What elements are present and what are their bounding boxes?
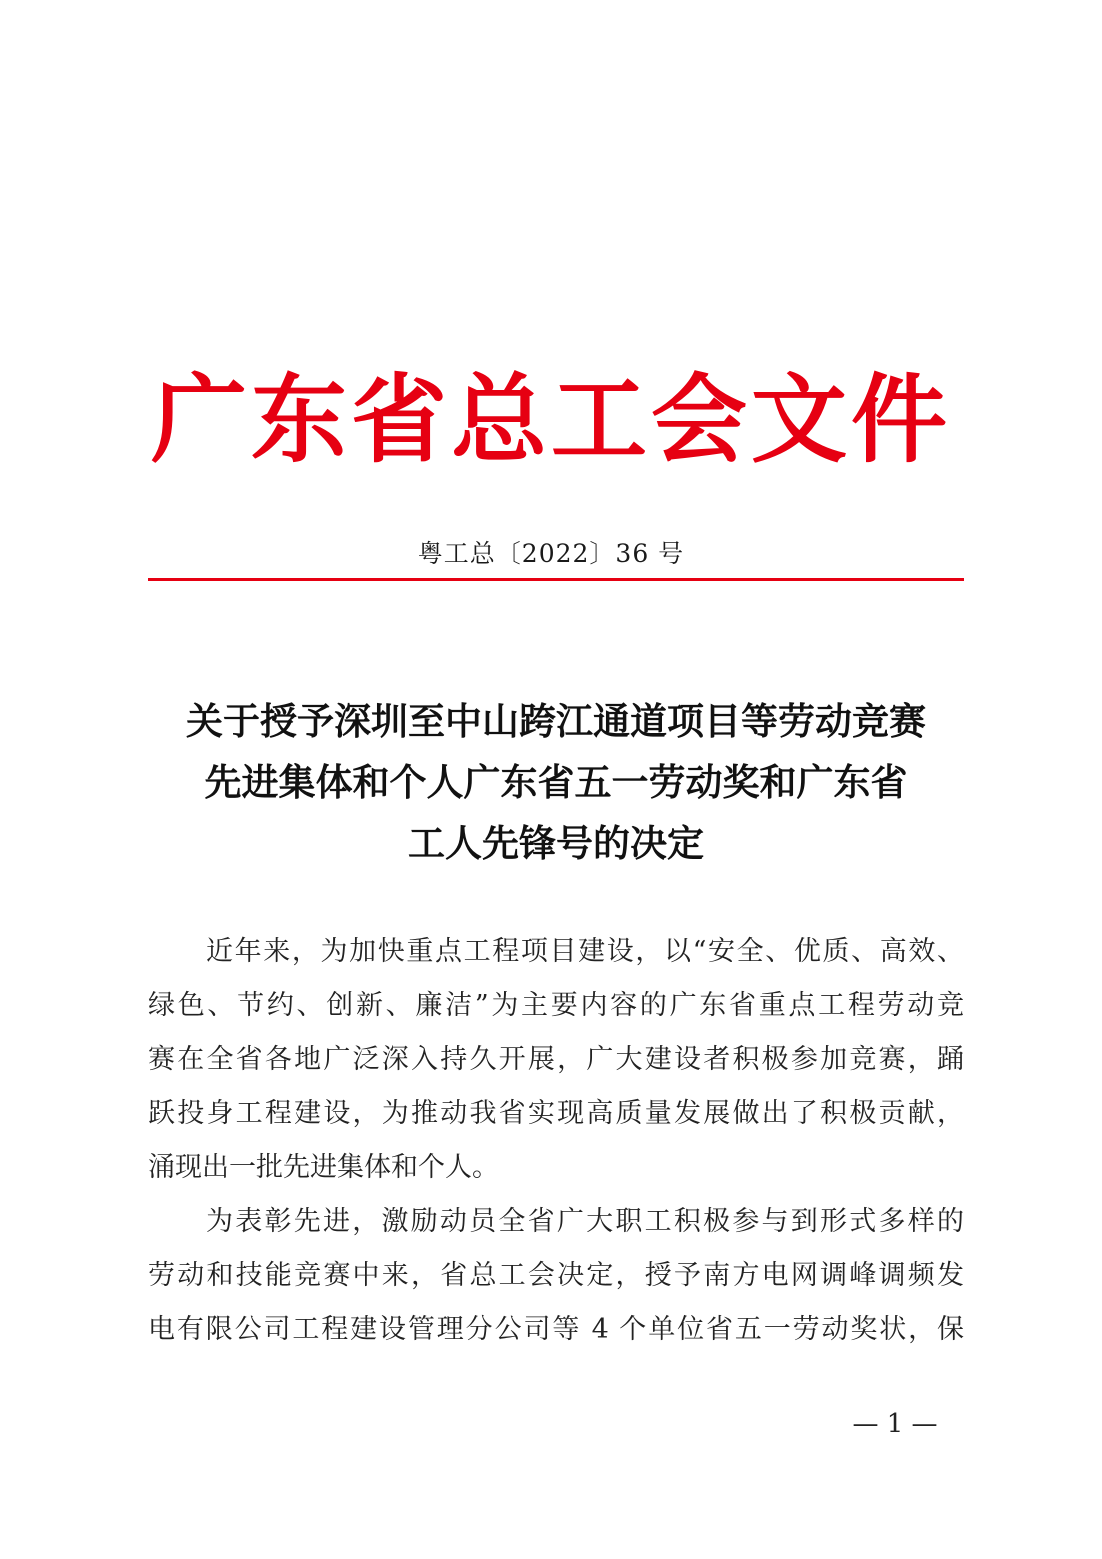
document-number: 粤工总〔2022〕36 号 (417, 539, 685, 568)
body-line: 为表彰先进，激励动员全省广大职工积极参与到形式多样的 (206, 1206, 964, 1237)
document-body (148, 925, 964, 1357)
body-line: 跃投身工程建设，为推动我省实现高质量发展做出了积极贡献， (148, 1098, 964, 1129)
body-line: 近年来，为加快重点工程项目建设，以“安全、优质、高效、 (206, 936, 964, 967)
page-number: — 1 — (852, 1409, 938, 1439)
title-line: 关于授予深圳至中山跨江通道项目等劳动竞赛 (186, 699, 926, 743)
red-divider-line (148, 578, 964, 581)
document-title (148, 691, 964, 874)
issuing-authority-header: 广东省总工会文件 (151, 363, 951, 476)
body-line: 电有限公司工程建设管理分公司等 4 个单位省五一劳动奖状，保 (148, 1314, 964, 1345)
body-line: 赛在全省各地广泛深入持久开展，广大建设者积极参加竞赛，踊 (148, 1044, 964, 1075)
body-line: 涌现出一批先进集体和个人。 (148, 1152, 499, 1183)
title-line: 工人先锋号的决定 (408, 821, 704, 865)
body-line: 绿色、节约、创新、廉洁”为主要内容的广东省重点工程劳动竞 (148, 990, 964, 1021)
title-line: 先进集体和个人广东省五一劳动奖和广东省 (204, 760, 908, 804)
body-line: 劳动和技能竞赛中来，省总工会决定，授予南方电网调峰调频发 (148, 1260, 964, 1291)
